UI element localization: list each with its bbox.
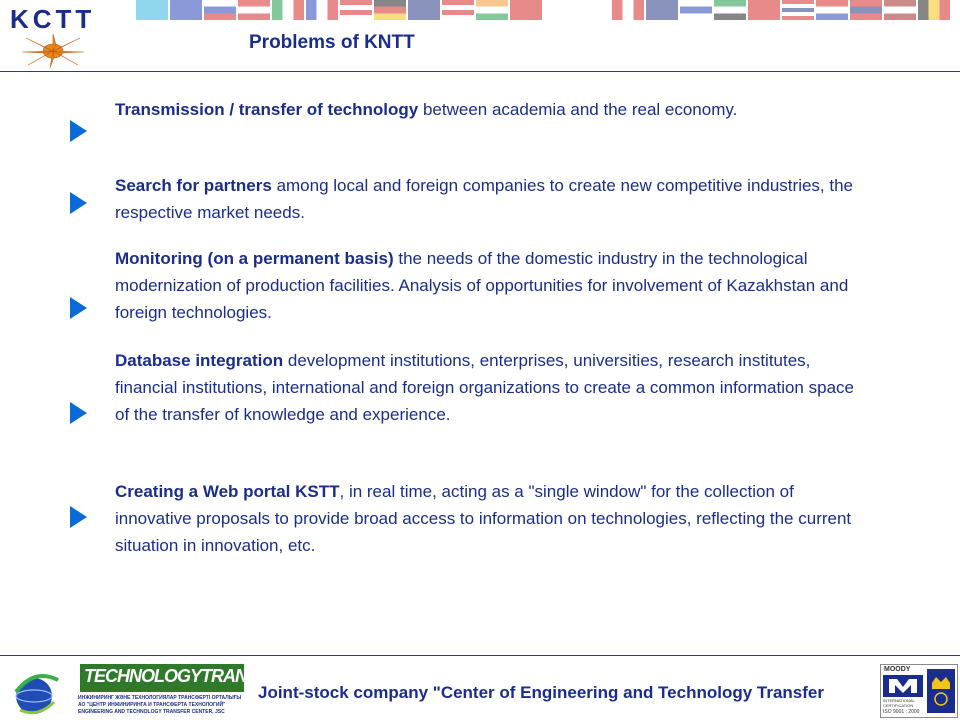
thailand-flag <box>782 0 814 20</box>
norway-flag <box>850 0 882 20</box>
uae-flag <box>714 0 746 20</box>
problem-heading: Database integration <box>115 351 284 370</box>
company-name: Joint-stock company "Center of Engineering and Technology Transfer <box>258 683 824 702</box>
problem-text <box>115 478 870 559</box>
china-flag <box>510 0 542 20</box>
sun-emblem-icon <box>18 34 88 68</box>
malaysia-flag <box>442 0 474 20</box>
arrow-bullet-icon <box>70 506 87 528</box>
france-flag <box>306 0 338 20</box>
latvia-flag <box>884 0 916 20</box>
problem-description: among local and foreign companies to create new competitive industries, the respective market needs. <box>115 176 853 222</box>
taiwan-flag <box>748 0 780 20</box>
technology-transfer-subtitle-1: ИНЖИНИРИНГ ЖӘНЕ ТЕХНОЛОГИЯЛАР ТРАНСФЕРТІ ОРТАЛЫҒЫ <box>78 695 242 701</box>
arrow-bullet-icon <box>70 402 87 424</box>
technology-transfer-subtitle-2: АО "ЦЕНТР ИНЖИНИРИНГА И ТРАНСФЕРТА ТЕХНОЛОГИЙ" <box>78 702 226 708</box>
page-title: Problems of KNTT <box>249 32 415 53</box>
kctt-logo-text: KCTT <box>10 4 96 34</box>
problem-heading: Transmission / transfer of technology <box>115 100 419 119</box>
finland-flag <box>680 0 712 20</box>
cert-iso: ISO 9001 : 2000 <box>883 709 920 715</box>
belgium-flag <box>918 0 950 20</box>
problem-text <box>115 172 870 226</box>
iso-certification-badge <box>880 664 958 718</box>
ukas-crown-icon <box>927 669 955 713</box>
problem-description: between academia and the real economy. <box>418 100 738 119</box>
germany-flag <box>374 0 406 20</box>
technology-transfer-logo <box>8 662 291 718</box>
arrow-bullet-icon <box>70 297 87 319</box>
kctt-logo <box>6 4 102 66</box>
cert-label: INTERNATIONAL CERTIFICATION <box>883 698 915 708</box>
eu-flag <box>170 0 202 20</box>
uk-flag <box>408 0 440 20</box>
italy-flag <box>272 0 304 20</box>
problem-description: development institutions, enterprises, universities, research institutes, financial institutions, international and foreign organizations to create a common information space of the transfer of knowledge and experience. <box>115 351 854 424</box>
india-flag <box>476 0 508 20</box>
moody-mark-icon <box>883 675 923 697</box>
japan-flag <box>578 0 610 20</box>
problem-description: the needs of the domestic industry in the technological modernization of production facilities. Analysis of opportunities for involvement of Kazakhstan and foreign technologies. <box>115 249 849 322</box>
problem-text <box>115 245 870 326</box>
canada-flag <box>612 0 644 20</box>
arrow-bullet-icon <box>70 120 87 142</box>
cert-brand: MOODY <box>884 666 911 673</box>
australia-flag <box>646 0 678 20</box>
header-divider <box>0 71 960 72</box>
usa-flag <box>340 0 372 20</box>
problem-text <box>115 96 870 123</box>
problem-heading: Search for partners <box>115 176 272 195</box>
problem-heading: Monitoring (on a permanent basis) <box>115 249 394 268</box>
problem-heading: Creating a Web portal KSTT <box>115 482 340 501</box>
russia-flag <box>204 0 236 20</box>
technology-transfer-subtitle-3: ENGINEERING AND TECHNOLOGY TRANSFER CENTER, JSC <box>78 709 225 715</box>
problem-description: , in real time, acting as a "single window" for the collection of innovative proposals to provide broad access to information on technologies, reflecting the current situation in innovation, etc. <box>115 482 852 555</box>
korea-flag <box>544 0 576 20</box>
netherlands-flag <box>816 0 848 20</box>
problem-text <box>115 347 870 428</box>
austria-flag <box>238 0 270 20</box>
footer-divider <box>0 655 960 656</box>
arrow-bullet-icon <box>70 192 87 214</box>
kazakhstan-flag <box>136 0 168 20</box>
country-flags-strip <box>136 0 952 20</box>
technology-transfer-wordmark: TECHNOLOGYTRANSFER <box>84 666 291 686</box>
